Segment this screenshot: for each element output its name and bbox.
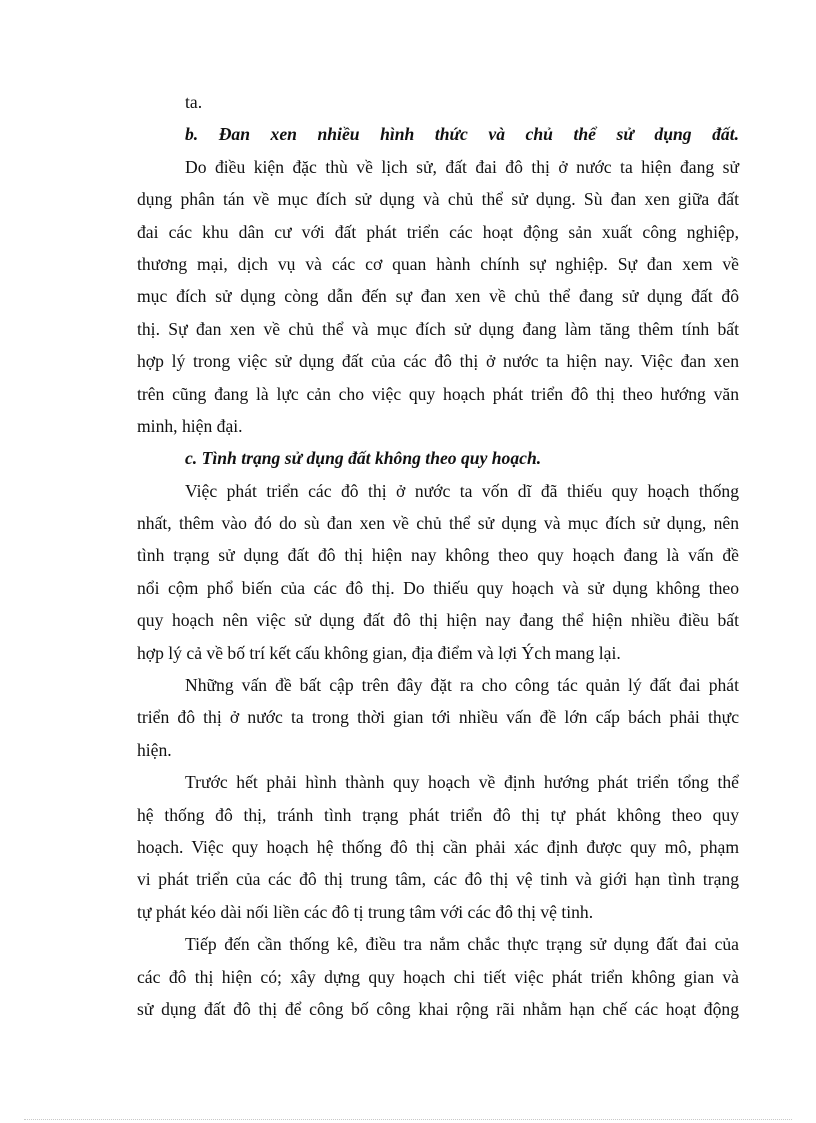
text-line: hiện. xyxy=(137,739,172,760)
text-line: Do điều kiện đặc thù về lịch sử, đất đai đô thị ở nước ta hiện đang sử xyxy=(185,156,739,177)
text-line: hoạch. Việc quy hoạch hệ thống đô thị cần phải xác định được quy mô, phạm xyxy=(137,836,739,857)
text-line: hệ thống đô thị, tránh tình trạng phát triển đô thị tự phát không theo quy xyxy=(137,804,739,825)
text-line: sử dụng đất đô thị để công bố công khai rộng rãi nhằm hạn chế các hoạt động xyxy=(137,998,739,1019)
text-line: Trước hết phải hình thành quy hoạch về định hướng phát triển tổng thể xyxy=(185,772,739,793)
text-line: hợp lý trong việc sử dụng đất của các đô thị ở nước ta hiện nay. Việc đan xen xyxy=(137,351,739,372)
text-line: đai các khu dân cư với đất phát triển các hoạt động sản xuất công nghiệp, xyxy=(137,221,739,242)
text-line: thương mại, dịch vụ và các cơ quan hành chính sự nghiệp. Sự đan xem về xyxy=(137,253,739,274)
page-bottom-divider xyxy=(24,1119,792,1120)
text-line: Việc phát triển các đô thị ở nước ta vốn dĩ đã thiếu quy hoạch thống xyxy=(185,480,739,501)
text-line: ta. xyxy=(185,92,203,112)
text-line: trên cũng đang là lực cản cho việc quy hoạch phát triển đô thị theo hướng văn xyxy=(137,383,739,404)
text-line: triển đô thị ở nước ta trong thời gian tới nhiều vấn đề lớn cấp bách phải thực xyxy=(137,707,739,728)
text-line: Những vấn đề bất cập trên đây đặt ra cho công tác quản lý đất đai phát xyxy=(185,675,739,696)
section-heading: b. Đan xen nhiều hình thức và chủ thể sử dụng đất. xyxy=(185,124,739,145)
document-page xyxy=(137,86,739,1025)
text-line: minh, hiện đại. xyxy=(137,415,243,436)
text-line: tình trạng sử dụng đất đô thị hiện nay không theo quy hoạch đang là vấn đề xyxy=(137,545,739,566)
section-heading: c. Tình trạng sử dụng đất không theo quy hoạch. xyxy=(185,448,542,469)
text-line: nhất, thêm vào đó do sù đan xen về chủ thể sử dụng và mục đích sử dụng, nên xyxy=(137,513,739,534)
text-line: thị. Sự đan xen về chủ thể và mục đích sử dụng đang làm tăng thêm tính bất xyxy=(137,318,739,339)
text-line: nổi cộm phổ biến của các đô thị. Do thiếu quy hoạch và sử dụng không theo xyxy=(137,577,739,598)
text-line: vi phát triển của các đô thị trung tâm, các đô thị vệ tinh và giới hạn tình trạng xyxy=(137,869,739,890)
text-line: quy hoạch nên việc sử dụng đất đô thị hiện nay đang thể hiện nhiều điều bất xyxy=(137,610,739,631)
text-line: tự phát kéo dài nối liền các đô tị trung tâm với các đô thị vệ tinh. xyxy=(137,901,594,922)
text-line: các đô thị hiện có; xây dựng quy hoạch chi tiết việc phát triển không gian và xyxy=(137,966,739,987)
text-line: dụng phân tán về mục đích sử dụng và chủ thể sử dụng. Sù đan xen giữa đất xyxy=(137,189,739,210)
text-line: mục đích sử dụng còng dẫn đến sự đan xen về chủ thể đang sử dụng đất đô xyxy=(137,286,739,307)
text-line: hợp lý cả về bố trí kết cấu không gian, địa điểm và lợi Ých mang lại. xyxy=(137,642,621,663)
text-line: Tiếp đến cần thống kê, điều tra nắm chắc thực trạng sử dụng đất đai của xyxy=(185,934,739,955)
